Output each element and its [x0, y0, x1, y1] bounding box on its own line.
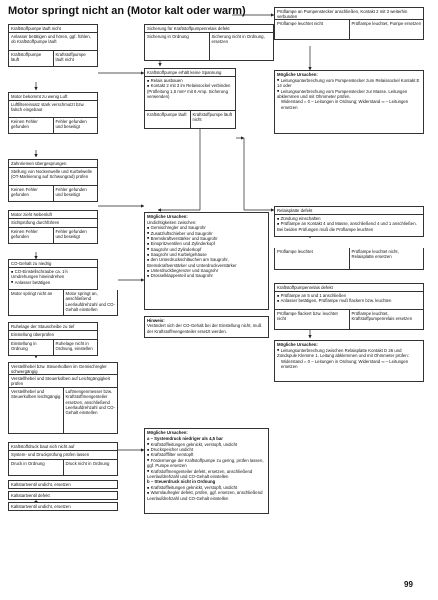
lever-result-row — [8, 388, 118, 434]
fuse-not-ok-option: Sicherung nicht in Ordnung, ersetzen — [210, 33, 275, 61]
no-power-item: ■ Relais ausbauen — [147, 78, 233, 83]
no-fault-option: Keinen Fehler gefunden — [8, 228, 54, 244]
causes-box-2 — [144, 428, 269, 514]
cause-item: ■ Leitungsunterbrechung vom Pumpenstecker zur Masse. Leitungen abklemmen und mit Ohmmeter prüfen. — [277, 89, 421, 100]
pump-result-row — [274, 20, 424, 40]
kp-check-step: Anlasser betätigen und hören, ggf. fühlen, ob Kraftstoffpumpe läuft — [8, 33, 98, 51]
timing-label: Zahnriemen übergesprungen — [8, 159, 98, 168]
fault-fixed-option: Fehler gefunden und beseitigt — [54, 228, 99, 244]
lamp-lit-replace-option: Prüflampe leuchtet, Pumpe ersetzen — [350, 20, 425, 40]
kp-not-runs-option: Kraftstoffpumpe läuft nicht — [191, 111, 237, 129]
flicker-lit-option: Prüflampe leuchtet, Kraftstoffpumpenrelais ersetzen — [350, 310, 425, 330]
sub-b-heading: b – Steuerdruck nicht in Ordnung — [147, 479, 216, 485]
co-result-row — [8, 290, 118, 316]
no-power-steps — [144, 77, 236, 111]
cause-item: ■ Unterdruckbegrenzer und Saugrohr — [147, 268, 266, 273]
causes-box-3 — [274, 70, 424, 134]
hint-box — [144, 316, 269, 338]
sub-a-item: ■ Kraftstoffleitungen geknickt, verstopft, undicht — [147, 442, 266, 447]
cause-item: ■ Saugrohr und Zylinderkopf — [147, 247, 266, 252]
timing-result-row — [8, 186, 98, 202]
causes-box-1 — [144, 212, 269, 310]
cold-valve-2: Kaltstartventil defekt — [8, 491, 118, 500]
kp-not-running-label: Kraftstoffpumpe läuft nicht — [8, 24, 98, 33]
fuse-result-row — [144, 33, 274, 61]
kp-runs-option: Kraftstoffpumpe läuft — [8, 51, 54, 67]
pump-plug-step: Prüflampe an Pumpenstecker anschließen, Kontakt 2 mit 3 weiterhin verbunden — [274, 7, 424, 20]
cause-item: ■ den Unterdruckschläuchen am Saugrohr, Bremskraftverstärker und Unterdruckverstärker — [147, 257, 266, 268]
relay2-result-row — [274, 310, 424, 330]
replace-parts-option: Luftmengenmesser bzw. Kraftstoffmengenteiler ersetzen, anschließend Leerlaufdrehzahl und CO-Gehalt einstellen — [64, 388, 119, 434]
no-power-item: ■ Kontakt 2 mit 3 im Relaissockel verbinden (Prüfleitung 1,5 mm² mit 8 Amp. Sicherung verwenden) — [147, 83, 233, 99]
resistance-note: Widerstand = 0 – Leitungen in Ordnung; Widerstand ∞ – Leitungen ersetzen — [281, 99, 409, 110]
motor-not-start-option: Motor springt nicht an — [8, 290, 64, 316]
cold-valve-3: Kaltstartventil undicht, ersetzen — [8, 502, 118, 511]
causes-heading: Mögliche Ursachen: — [277, 72, 318, 77]
sub-a-item: ■ Fördermenge der Kraftstoffpumpe zu gering, prüfen lassen, ggf. Pumpe ersetzen — [147, 458, 266, 469]
visual-check-step: Sichtprüfung durchführen — [8, 219, 98, 228]
lamp-not-lit-option: Prüflampe leuchtet nicht, Relaisplatte ersetzen — [350, 248, 425, 270]
cause-item: ■ Leitungsunterbrechung vom Pumpenstecker zum Relaissockel Kontakt E 14 oder — [277, 78, 421, 89]
motor-starts-adjust-option: Motor springt an, anschließend Leerlaufdrehzahl und CO-Gehalt einstellen — [64, 290, 119, 316]
timing-check-step: Stellung von Nockenwelle und Kurbelwelle (OT-Markierung auf Schwungrad) prüfen — [8, 168, 98, 186]
pressure-label: Kraftstoffdruck baut sich nicht auf — [8, 442, 118, 451]
sub-a-item: ■ Kraftstofffilter verstopft — [147, 452, 266, 457]
flicker-option: Prüflampe flackert bzw. leuchtet nicht — [274, 310, 350, 330]
sub-a-item: ■ Druckspeicher undicht — [147, 447, 266, 452]
cause-item: ■ Leitungsunterbrechung zwischen Relaisplatte Kontakt D 26 und Zündspule Klemme 1. Leitung abklemmen und mit Ohmmeter prüfen: — [277, 348, 421, 359]
pressure-check-step: System- und Druckprüfung prüfen lassen — [8, 451, 118, 460]
fuse-ok-option: Sicherung in Ordnung — [144, 33, 210, 61]
hint-text: Verändert sich der CO-Gehalt bei der Einstellung nicht, muß der Kraftstoffmengenteiler ersetzt werden. — [147, 323, 262, 334]
relay2-steps — [274, 292, 424, 310]
kp-result-row — [8, 51, 98, 67]
rest-result-row — [8, 340, 98, 356]
page-title: Motor springt nicht an (Motor kalt oder warm) — [8, 5, 246, 17]
causes-box-4 — [274, 340, 424, 382]
sub-b-item: ■ Kraftstoffleitungen geknickt, verstopft, undicht — [147, 485, 266, 490]
causes-intro: Undichtigkeiten zwischen: — [147, 219, 197, 225]
rest-ok-option: Einstellung in Ordnung — [8, 340, 54, 356]
secondary-air-label: Motor zieht Nebenluft — [8, 210, 98, 219]
causes-heading: Mögliche Ursachen: — [147, 430, 188, 435]
resistance-note: Widerstand = 0 – Leitungen in Ordnung; Widerstand ∞ – Leitungen ersetzen — [281, 358, 409, 369]
relay2-item: ■ Anlasser betätigen, Prüflampe muß flackern bzw. leuchten — [277, 298, 421, 303]
co-low-label: CO-Gehalt zu niedrig — [8, 259, 98, 268]
relay-item: ■ Prüflampe an Kontakt 4 und Masse, anschließend 4 und 1 anschließen. Bei beiden Prüfungen muß die Prüflampe leuchten — [277, 221, 421, 232]
air-result-row — [8, 118, 98, 134]
rest-check-step: Einstellung überprüfen — [8, 331, 98, 340]
power-result-row — [144, 111, 236, 129]
fault-fixed-option: Fehler gefunden und beseitigt — [54, 186, 99, 202]
relay-defect-label: Relaisplatte defekt — [274, 206, 424, 215]
relay-steps — [274, 215, 424, 237]
co-starter-item: ■ Anlasser betätigen — [11, 280, 95, 285]
co-screw-item: ■ CO-Einstellschraube ca. 1½ Umdrehungen hineindrehen — [11, 269, 95, 280]
sub-a-item: ■ Kraftstoffmengenteiler defekt, ersetzen, anschließend Leerlaufdrehzahl und CO-Gehalt einstellen — [147, 469, 266, 480]
sub-b-item: ■ Warmlaufregler defekt, prüfen, ggf. ersetzen, anschließend Leerlaufdrehzahl und CO-Gehalt einstellen — [147, 490, 266, 501]
no-power-label: Kraftstoffpumpe erhält keine Spannung — [144, 68, 236, 77]
relay-item: ■ Zündung einschalten — [277, 216, 421, 221]
fault-fixed-option: Fehler gefunden und beseitigt — [54, 118, 99, 134]
lamp-not-lit-option: Prüflampe leuchtet nicht — [274, 20, 350, 40]
relay2-item: ■ Prüflampe an 5 und 1 anschließen — [277, 293, 421, 298]
pressure-not-ok-option: Druck nicht in Ordnung — [64, 460, 119, 476]
air-label: Motor bekommt zu wenig Luft — [8, 92, 98, 101]
lever-check-step: Verstellhebel und Steuerkolben auf Leichtgängigkeit prüfen — [8, 375, 118, 388]
relay-result-row — [274, 248, 424, 270]
pressure-result-row — [8, 460, 118, 476]
page-number: 99 — [404, 580, 413, 589]
cause-item: ■ Bremskraftverstärker und Saugrohr — [147, 236, 266, 241]
cause-item: ■ Gemischregler und Saugrohr — [147, 225, 266, 230]
cause-item: ■ Drosselklappenteil und Saugrohr — [147, 273, 266, 278]
causes-heading: Mögliche Ursachen: — [147, 214, 188, 219]
air-check-step: Luftfiltereinsatz stark verschmutzt bzw. falsch eingebaut — [8, 101, 98, 118]
kp-not-runs-option: Kraftstoffpumpe läuft nicht — [54, 51, 99, 67]
hint-heading: Hinweis: — [147, 318, 165, 323]
sub-a-heading: a – Systemdruck niedriger als 4,5 bar — [147, 435, 223, 441]
relay-defect-2-label: Kraftstoffpumpenrelais defekt — [274, 283, 424, 292]
pressure-ok-option: Druck in Ordnung — [8, 460, 64, 476]
causes-heading: Mögliche Ursachen: — [277, 342, 318, 347]
no-fault-option: Keinen Fehler gefunden — [8, 186, 54, 202]
cause-item: ■ Zusatzluftschieber und Saugrohr — [147, 231, 266, 236]
co-adjust-step — [8, 268, 98, 290]
no-fault-option: Keinen Fehler gefunden — [8, 118, 54, 134]
visual-result-row — [8, 228, 98, 244]
lever-seized-label: Verstellhebel bzw. Steuerkolben im Gemischregler schwergängig — [8, 362, 118, 375]
cause-item: ■ Saugrohr und Kurbelgehäuse — [147, 252, 266, 257]
kp-runs-option: Kraftstoffpumpe läuft — [144, 111, 191, 129]
cold-valve-1: Kaltstartventil undicht, ersetzen — [8, 480, 118, 489]
rest-not-ok-option: Ruhelage nicht in Ordnung, einstellen — [54, 340, 99, 356]
cause-item: ■ Einspritzventilen und Zylinderkopf — [147, 241, 266, 246]
relay-fuse-label: Sicherung für Kraftstoffpumpenrelais defekt — [144, 24, 274, 33]
lever-stiff-option: Verstellhebel und Steuerkolben leichtgängig — [8, 388, 64, 434]
rest-position-label: Ruhelage der Stauscheibe zu tief — [8, 322, 98, 331]
lamp-lit-option: Prüflampe leuchtet — [274, 248, 350, 270]
